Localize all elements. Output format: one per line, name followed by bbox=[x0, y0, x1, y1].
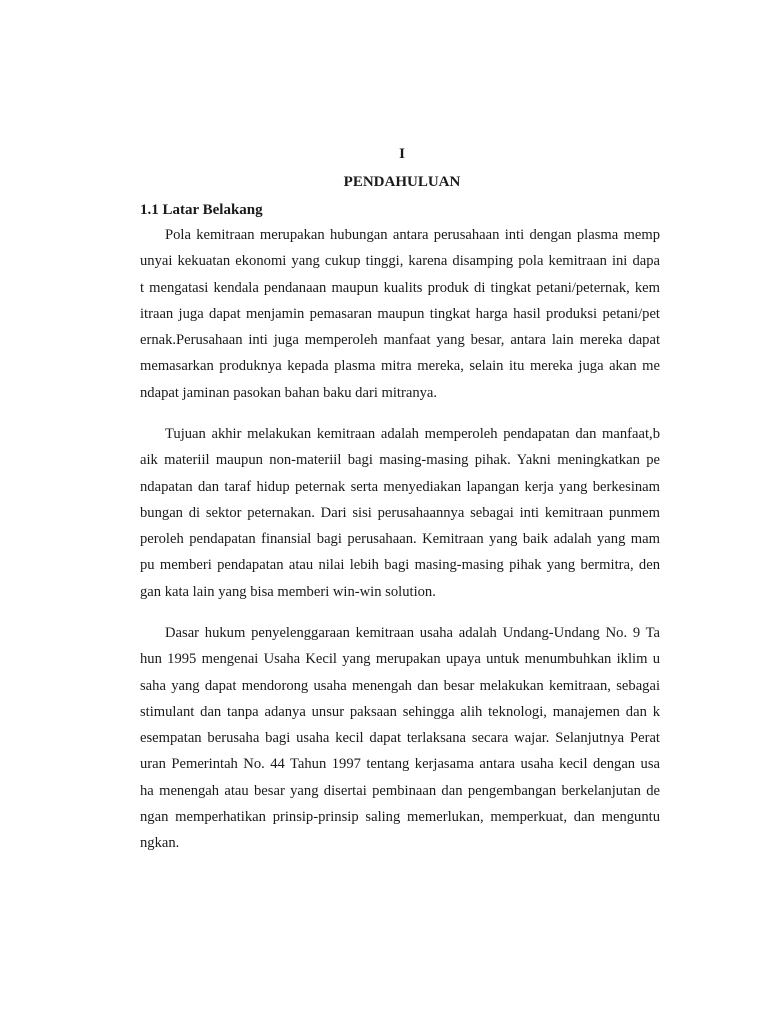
paragraph-line: ernak.Perusahaan inti juga memperoleh manfaat yang besar, antara lain mereka dapat bbox=[140, 332, 660, 349]
paragraph-line: ngkan. bbox=[140, 835, 180, 852]
paragraph-line: stimulant dan tanpa adanya unsur paksaan sehingga alih teknologi, manajemen dan k bbox=[140, 703, 660, 720]
paragraph-line: uran Pemerintah No. 44 Tahun 1997 tentang kerjasama antara usaha kecil dengan usa bbox=[140, 756, 660, 773]
paragraph-line: itraan juga dapat menjamin pemasaran maupun tingkat harga hasil produksi petani/pet bbox=[140, 305, 660, 322]
section-heading: 1.1 Latar Belakang bbox=[140, 202, 263, 218]
paragraph-line: ndapatan dan taraf hidup peternak serta menyediakan lapangan kerja yang berkesinam bbox=[140, 478, 660, 495]
paragraph-line: ngan memperhatikan prinsip-prinsip saling memerlukan, memperkuat, dan menguntu bbox=[140, 809, 660, 826]
paragraph-1 bbox=[140, 222, 660, 406]
paragraph-line: t mengatasi kendala pendanaan maupun kualits produk di tingkat petani/peternak, kem bbox=[140, 279, 660, 296]
paragraph-line: Dasar hukum penyelenggaraan kemitraan usaha adalah Undang-Undang No. 9 Ta bbox=[165, 625, 660, 641]
chapter-number: I bbox=[399, 146, 405, 162]
paragraph-line: gan kata lain yang bisa memberi win-win solution. bbox=[140, 583, 436, 600]
paragraph-line: memasarkan produknya kepada plasma mitra mereka, selain itu mereka juga akan me bbox=[140, 358, 660, 375]
paragraph-line: ha menengah atau besar yang disertai pembinaan dan pengembangan berkelanjutan de bbox=[140, 782, 660, 799]
paragraph-line: esempatan berusaha bagi usaha kecil dapat terlaksana secara wajar. Selanjutnya Perat bbox=[140, 730, 660, 747]
paragraph-line: unyai kekuatan ekonomi yang cukup tinggi, karena disamping pola kemitraan ini dapa bbox=[140, 253, 660, 270]
paragraph-line: pu memberi pendapatan atau nilai lebih bagi masing-masing pihak yang bermitra, den bbox=[140, 557, 660, 574]
paragraph-line: Tujuan akhir melakukan kemitraan adalah memperoleh pendapatan dan manfaat,b bbox=[165, 426, 660, 442]
paragraph-line: ndapat jaminan pasokan bahan baku dari mitranya. bbox=[140, 384, 438, 401]
paragraph-line: aik materiil maupun non-materiil bagi masing-masing pihak. Yakni meningkatkan pe bbox=[140, 452, 660, 469]
paragraph-line: saha yang dapat mendorong usaha menengah dan besar melakukan kemitraan, sebagai bbox=[140, 677, 660, 694]
paragraph-line: peroleh pendapatan finansial bagi perusahaan. Kemitraan yang baik adalah yang mam bbox=[140, 531, 660, 548]
paragraph-line: bungan di sektor peternakan. Dari sisi perusahaannya sebagai inti kemitraan punmem bbox=[140, 504, 660, 521]
paragraph-3 bbox=[140, 620, 660, 857]
chapter-title: PENDAHULUAN bbox=[343, 174, 461, 190]
paragraph-line: hun 1995 mengenai Usaha Kecil yang merupakan upaya untuk menumbuhkan iklim u bbox=[140, 651, 660, 668]
paragraph-line: Pola kemitraan merupakan hubungan antara perusahaan inti dengan plasma memp bbox=[165, 227, 660, 243]
paragraph-2 bbox=[140, 421, 660, 605]
